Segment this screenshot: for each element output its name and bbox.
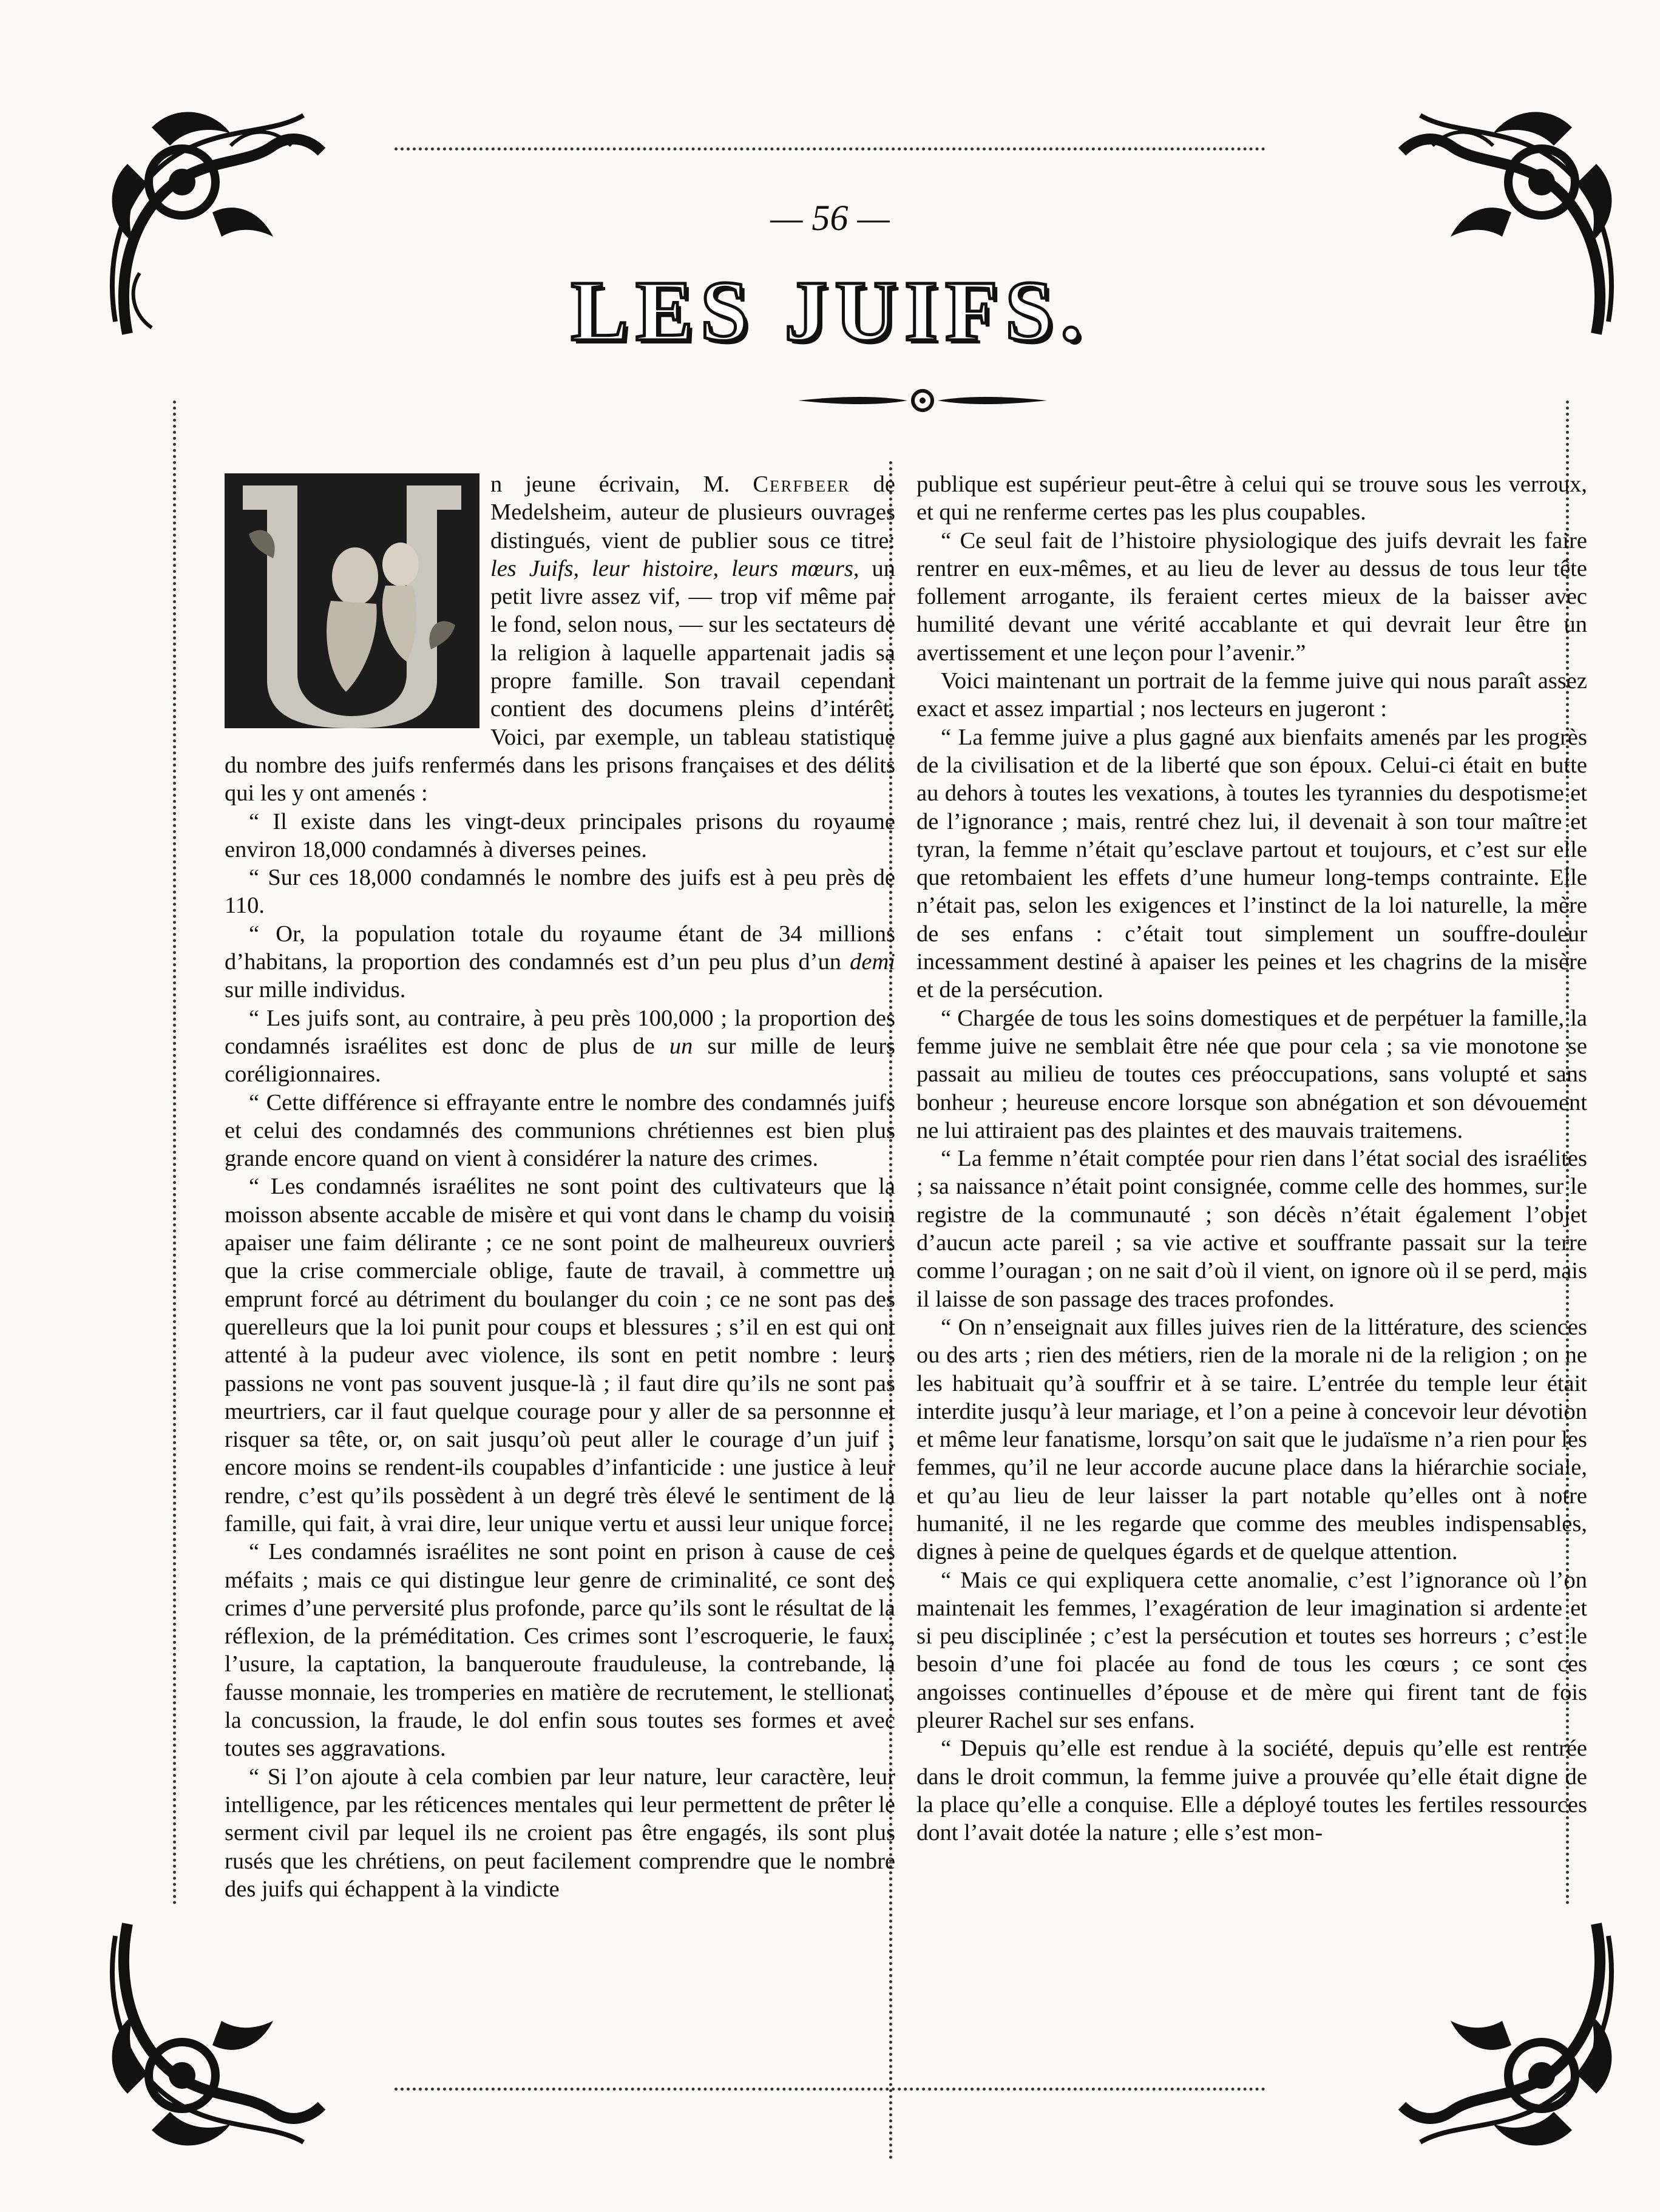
- dotted-frame-top: [395, 147, 1265, 151]
- text-run: , un petit livre assez vif, — trop vif même par le fond, selon nous, — sur les sectateurs de la religion à laquelle appartenait jadis sa propre famille. Son travail cependant contient des documens pleins d’intérêt. Voici, par exemple, un tableau statistique du nombre des juifs renfermés dans les prisons françaises et des délits qui les y ont amenés :: [225, 555, 896, 807]
- paragraph: [916, 1566, 1587, 1735]
- paragraph: [916, 1004, 1587, 1145]
- text-run: sur mille de leurs coréligionnaires.: [225, 1033, 895, 1087]
- text-run: “ Si l’on ajoute à cela combien par leur nature, leur caractère, leur intelligence, par les réticences mentales qui leur permettent de prêter le serment civil par lequel ils ne croient pas être engagés, ils sont plus rusés que les chrétiens, on peut facilement comprendre que le nombre des juifs qui échappent à la vindicte: [225, 1764, 895, 1902]
- paragraph: [225, 920, 895, 1004]
- illustrated-dropcap: [225, 473, 479, 728]
- paragraph: [225, 1763, 895, 1903]
- text-run: “ La femme juive a plus gagné aux bienfaits amenés par les progrès de la civilisation et de la liberté que son époux. Celui-ci était en butte au dehors à toutes les vexations, à toutes les tyrannies du despotisme et de l’ignorance ; mais, rentré chez lui, il devenait à son tour maître et tyran, la femme n’était qu’esclave partout et toujours, et c’est sur elle que retombaient les effets d’une humeur long-temps contrainte. Elle n’était pas, selon les exigences et l’instinct de la loi naturelle, la mère de ses enfans : c’était tout simplement un souffre-douleur incessamment destiné à apaiser les peines et les chagrins de la misère et de la persécution.: [916, 724, 1587, 1003]
- text-run: “ Les condamnés israélites ne sont point en prison à cause de ces méfaits ; mais ce qui distingue leur genre de criminalité, ce sont des crimes d’une perversité plus profonde, parce qu’ils sont le résultat de la réflexion, de la préméditation. Ces crimes sont l’escroquerie, le faux, l’usure, la captation, la banqueroute frauduleuse, la contrebande, la fausse monnaie, les tromperies en matière de recrutement, le stellionat, la concussion, la fraude, le dol enfin sous toutes ses formes et avec toutes ses aggravations.: [225, 1539, 895, 1762]
- text-run: “ On n’enseignait aux filles juives rien de la littérature, des sciences ou des arts ; rien des métiers, rien de la morale ni de la religion ; on ne les habituait qu’à souffrir et à se taire. L’entrée du temple leur était interdite jusqu’à leur mariage, et l’on a peine à concevoir leur dévotion et même leur fanatisme, lorsqu’on sait que le judaïsme n’a rien pour les femmes, qu’il ne leur accorde aucune place dans la hiérarchie sociale, et qu’au lieu de leur laisser la part notable qu’elles ont à notre humanité, il ne les regarde que comme des meubles indispensables, dignes à peine de quelques égards et de quelque attention.: [916, 1314, 1587, 1565]
- paragraph: [225, 808, 895, 864]
- paragraph: [225, 864, 895, 920]
- paragraph: [225, 1004, 895, 1089]
- text-run: demi: [850, 949, 895, 975]
- text-run: “ Ce seul fait de l’histoire physiologique des juifs devrait les faire rentrer en eux-mêmes, et au lieu de lever au dessus de tous leur tête follement arrogante, ils feraient certes mieux de la baisser avec humilité devant une vérité accablante et qui devrait leur être un avertissement et une leçon pour l’avenir.”: [916, 527, 1587, 666]
- text-run: “ Depuis qu’elle est rendue à la société, depuis qu’elle est rentrée dans le droit commun, la femme juive a prouvée qu’elle était digne de la place qu’elle a conquise. Elle a déployé toutes les fertiles ressources dont l’avait dotée la nature ; elle s’est mon-: [916, 1736, 1587, 1846]
- text-run: les Juifs, leur histoire, leurs mœurs: [490, 555, 853, 581]
- page-number: — 56 —: [770, 198, 890, 238]
- paragraph: [916, 470, 1587, 527]
- paragraph: [916, 723, 1587, 1004]
- text-run: de Medelsheim, auteur de plusieurs ouvrages distingués, vient de publier sous ce titre:: [490, 472, 895, 553]
- title-flourish-ornament: [795, 382, 1050, 419]
- dotted-frame-left: [173, 401, 176, 1906]
- corner-ornament-bottom-right: [1390, 1912, 1633, 2166]
- paragraph: [916, 667, 1587, 723]
- text-run: “ Cette différence si effrayante entre le nombre des condamnés juifs et celui des condamnés des communions chrétiennes est bien plus grande encore quand on vient à considérer la nature des crimes.: [225, 1089, 895, 1172]
- right-column: [916, 470, 1587, 1847]
- paragraph: [225, 1538, 895, 1762]
- text-run: “ Les juifs sont, au contraire, à peu près 100,000 ; la proportion des condamnés israélites est donc de plus de: [225, 1005, 895, 1059]
- paragraph: [916, 1313, 1587, 1566]
- text-run: “ Il existe dans les vingt-deux principales prisons du royaume environ 18,000 condamnés à diverses peines.: [225, 808, 895, 862]
- text-run: un: [669, 1033, 693, 1059]
- text-run: “ Chargée de tous les soins domestiques et de perpétuer la famille, la femme juive ne semblait être née que pour cela ; sa vie monotone se passait au milieu de toutes ces préoccupations, sans volupté et sans bonheur ; heureuse encore lorsque son abnégation et son dévouement ne lui attiraient pas des plaintes et des mauvais traitemens.: [916, 1005, 1587, 1143]
- paragraph: [916, 1145, 1587, 1313]
- paragraph: [916, 527, 1587, 667]
- paragraph: [225, 1172, 895, 1538]
- text-run: “ Les condamnés israélites ne sont point des cultivateurs que la moisson absente accable de misère et qui vont dans le champ du voisin apaiser une faim délirante ; ce ne sont point de malheureux ouvriers que la crise commerciale oblige, faute de travail, à commettre un emprunt forcé au détriment du boulanger du coin ; ce ne sont pas des querelleurs que la loi punit pour coups et blessures ; s’il en est qui ont attenté à la pudeur avec violence, ils sont en petit nombre : leurs passions ne vont pas souvent jusque-là ; il faut dire qu’ils ne sont pas meurtriers, car il faut quelque courage pour y aller de sa personnne et risquer sa tête, or, on sait jusqu’où peut aller le courage d’un juif ; encore moins se rendent-ils coupables d’infanticide : une justice à leur rendre, c’est qu’ils possèdent à un degré très élevé le sentiment de la famille, qui fait, à vrai dire, leur unique vertu et aussi leur unique force.: [225, 1174, 895, 1537]
- corner-ornament-bottom-left: [91, 1912, 334, 2166]
- text-run: Voici maintenant un portrait de la femme juive qui nous paraît assez exact et assez impartial ; nos lecteurs en jugeront :: [916, 668, 1587, 722]
- paragraph: [916, 1734, 1587, 1847]
- dotted-frame-bottom: [395, 2088, 1265, 2091]
- paragraph: [225, 1089, 895, 1173]
- text-run: “ Mais ce qui expliquera cette anomalie, c’est l’ignorance où l’on maintenait les femmes, l’exagération de leur imagination si ardente et si peu disciplinée ; c’est la persécution et toutes ses horreurs ; c’est le besoin d’une foi placée au fond de tous les cœurs ; ce sont ces angoisses continuelles d’épouse et de mère qui firent tant de fois pleurer Rachel sur ses enfans.: [916, 1567, 1587, 1734]
- text-run: sur mille individus.: [225, 977, 406, 1003]
- left-column: [225, 470, 895, 1903]
- text-run: “ La femme n’était comptée pour rien dans l’état social des israélites ; sa naissance n’était point consignée, comme celle des hommes, sur le registre de la communauté ; son décès n’était également l’objet d’aucun acte pareil ; sa vie active et souffrante passait sur la terre comme l’ouragan ; on ne sait d’où il vient, on ignore où il se perd, mais il laisse de son passage des traces profondes.: [916, 1146, 1587, 1312]
- author-name: Cerfbeer: [753, 472, 850, 497]
- text-run: publique est supérieur peut-être à celui qui se trouve sous les verroux, et qui ne renferme certes pas les plus coupables.: [916, 472, 1587, 526]
- text-run: n jeune écrivain, M.: [490, 472, 753, 497]
- text-run: “ Or, la population totale du royaume étant de 34 millions d’habitans, la proportion des condamnés est d’un peu plus d’un: [225, 921, 895, 975]
- text-run: “ Sur ces 18,000 condamnés le nombre des juifs est à peu près de 110.: [225, 865, 895, 919]
- article-title: LES JUIFS.: [571, 263, 1089, 359]
